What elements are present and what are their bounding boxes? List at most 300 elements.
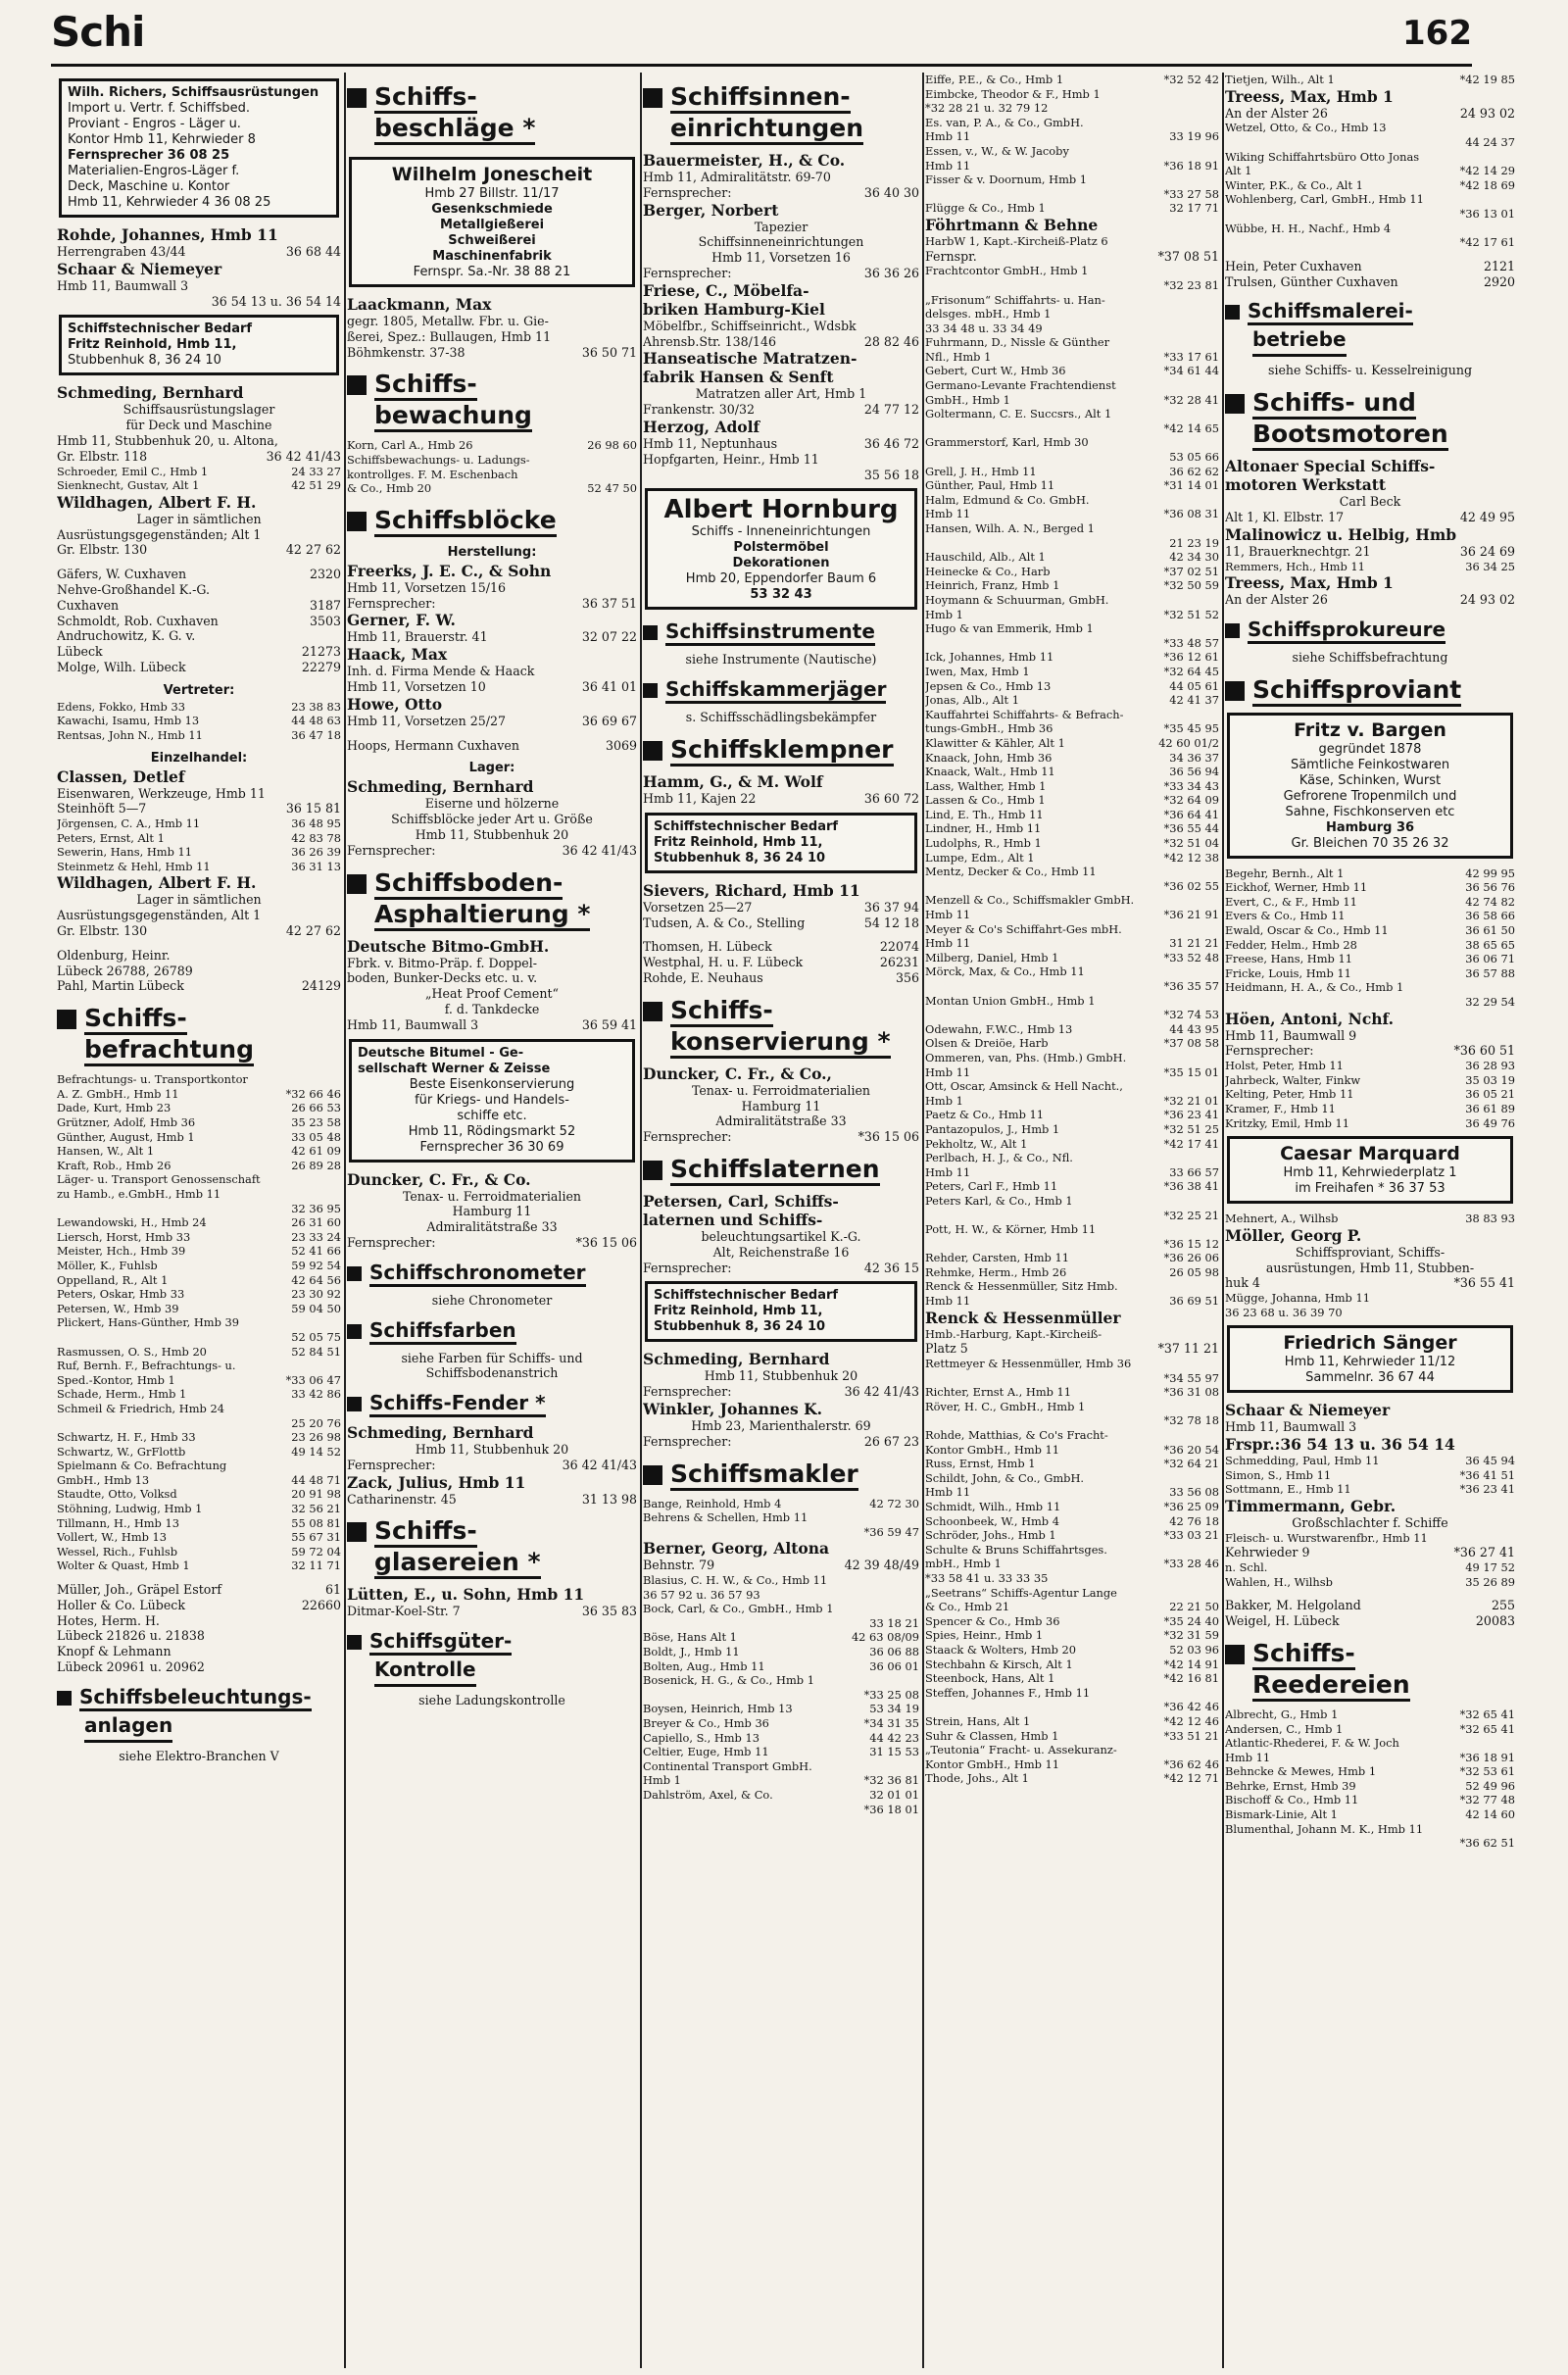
listing-name <box>643 881 919 900</box>
entry-text: Meyer & Co's Schiffahrt-Ges mbH. <box>925 921 1122 936</box>
ad-line: Gefrorene Tropenmilch und <box>1283 788 1457 804</box>
listing-name <box>643 300 919 319</box>
phone-number: *36 25 09 <box>1163 1500 1219 1513</box>
entry-text: Jepsen & Co., Hmb 13 <box>925 678 1052 693</box>
listing-name <box>347 1585 637 1604</box>
entry-text: Sottmann, E., Hmb 11 <box>1225 1482 1351 1497</box>
section-title-row <box>347 1391 637 1417</box>
listing-entry <box>925 1543 1219 1558</box>
entry-text: Ausrüstungsgegenständen, Alt 1 <box>57 908 262 923</box>
entry-text: 33 34 48 u. 33 34 49 <box>925 321 1043 335</box>
section-heading <box>347 82 637 151</box>
listing-entry <box>925 708 1219 722</box>
listing-entry <box>925 378 1219 393</box>
phone-number: 44 48 63 <box>291 714 341 728</box>
entry-text: Lind, E. Th., Hmb 11 <box>925 807 1044 821</box>
entry-text: Perlbach, H. J., & Co., Nfl. <box>925 1151 1073 1165</box>
entry-text: Fernsprecher: <box>643 1433 732 1449</box>
listing-entry <box>643 1630 919 1645</box>
entry-text: Hmb 11 <box>925 1485 971 1500</box>
section-heading <box>1225 388 1515 457</box>
phone-number: 36 26 39 <box>291 845 341 860</box>
phone-number: *32 21 01 <box>1163 1093 1219 1108</box>
entry-text: *33 58 41 u. 33 33 35 <box>925 1570 1049 1585</box>
entry-text: „Seetrans“ Schiffs-Agentur Lange <box>925 1585 1117 1600</box>
listing-entry <box>57 1172 341 1187</box>
listing-entry <box>925 407 1219 421</box>
phone-number: 35 26 89 <box>1465 1574 1515 1589</box>
section-bullet-icon <box>1225 394 1245 414</box>
listing-entry <box>57 294 341 310</box>
listing-entry <box>57 1445 341 1460</box>
entry-text: Lübeck 26788, 26789 <box>57 963 193 978</box>
listing-entry <box>925 765 1219 779</box>
phone-number: *36 62 51 <box>1459 1836 1515 1851</box>
listing-entry <box>643 1129 919 1145</box>
entry-text: Jonas, Alb., Alt 1 <box>925 693 1019 708</box>
listing-name <box>57 383 341 402</box>
listing-entry <box>925 922 1219 937</box>
phone-number: 42 41 37 <box>1169 693 1219 708</box>
phone-number: 36 37 94 <box>863 899 919 915</box>
entry-text: Kawachi, Isamu, Hmb 13 <box>57 714 200 728</box>
listing-entry <box>925 101 1219 116</box>
entry-text: Möller, K., Fuhlsb <box>57 1258 158 1272</box>
phone-number: 3187 <box>309 597 341 613</box>
phone-number: 33 18 21 <box>869 1615 919 1630</box>
listing-entry <box>57 1430 341 1445</box>
entry-text: Schmeding, Bernhard <box>347 777 534 797</box>
phone-number: 36 42 41/43 <box>562 842 637 858</box>
ad-line: Hmb 11, Rödingsmarkt 52 <box>408 1123 576 1139</box>
entry-text: Hmb 11, Vorsetzen 25/27 <box>347 713 507 728</box>
listing-entry <box>1225 235 1515 250</box>
listing-entry <box>925 550 1219 565</box>
entry-text: Strein, Hans, Alt 1 <box>925 1713 1031 1728</box>
phone-number: *33 48 57 <box>1163 635 1219 650</box>
entry-text: Rettmeyer & Hessenmüller, Hmb 36 <box>925 1357 1132 1371</box>
listing-entry <box>1225 1043 1515 1059</box>
listing-entry <box>57 402 341 418</box>
phone-number: *36 60 51 <box>1453 1043 1515 1059</box>
section-heading <box>347 506 637 537</box>
listing-entry <box>57 433 341 449</box>
entry-text: Hmb 11, Stubbenhuk 20 <box>415 826 569 842</box>
ad-line: Stubbenhuk 8, 36 24 10 <box>68 353 221 369</box>
phone-number: *36 02 55 <box>1163 878 1219 893</box>
listing-name <box>347 1170 637 1189</box>
listing-entry <box>57 831 341 846</box>
section-heading <box>347 868 637 937</box>
ad-line: Deck, Maschine u. Kontor <box>68 179 230 194</box>
entry-text: Hmb 11 <box>925 936 971 951</box>
listing-entry <box>643 1773 919 1788</box>
listing-entry <box>347 1002 637 1017</box>
listing-entry <box>925 608 1219 622</box>
phone-number: 52 05 75 <box>291 1329 341 1344</box>
listing-entry <box>1225 164 1515 178</box>
phone-number: 26 89 28 <box>291 1158 341 1172</box>
listing-entry <box>1225 106 1515 122</box>
listing-name <box>925 216 1219 234</box>
listing-entry <box>925 507 1219 521</box>
entry-text: Oldenburg, Heinr. <box>57 947 171 963</box>
ad-line: Hmb 11, Kehrwiederplatz 1 <box>1283 1165 1457 1181</box>
entry-text: s. Schiffsschädlingsbekämpfer <box>685 710 877 725</box>
phone-number: 42 34 30 <box>1169 550 1219 565</box>
listing-entry <box>643 436 919 452</box>
phone-number: 36 24 69 <box>1459 543 1515 559</box>
listing-entry <box>57 1230 341 1245</box>
phone-number: *33 51 21 <box>1163 1728 1219 1743</box>
entry-text: Peters, Ernst, Alt 1 <box>57 830 165 845</box>
entry-text: huk 4 <box>1225 1275 1260 1291</box>
listing-entry <box>347 1365 637 1381</box>
phone-number: *42 17 61 <box>1459 235 1515 250</box>
listing-entry <box>925 665 1219 679</box>
listing-entry <box>643 1616 919 1631</box>
section-title-row <box>1225 618 1515 644</box>
ad-line: für Kriegs- und Handels- <box>415 1092 569 1108</box>
column-3 <box>643 73 919 2368</box>
listing-entry <box>57 1259 341 1273</box>
entry-text: Wohlenberg, Carl, GmbH., Hmb 11 <box>1225 192 1424 207</box>
listing-entry <box>925 893 1219 908</box>
entry-text: Lübeck 20961 u. 20962 <box>57 1659 205 1675</box>
phone-number: 24 93 02 <box>1459 592 1515 608</box>
entry-text: Hmb 11, Stubbenhuk 20 <box>704 1368 858 1384</box>
section-title: Schiffskammerjäger <box>665 677 886 704</box>
section-title-row <box>1225 420 1515 457</box>
entry-text: Frspr.:36 54 13 u. 36 54 14 <box>1225 1435 1455 1455</box>
listing-entry <box>643 1245 919 1261</box>
listing-name <box>347 645 637 664</box>
ad-line: Caesar Marquard <box>1280 1143 1460 1165</box>
listing-name <box>643 151 919 170</box>
section-title: Schiffs- und <box>1252 388 1416 420</box>
entry-text: beleuchtungsartikel K.-G. <box>701 1228 861 1244</box>
entry-text: Nfl., Hmb 1 <box>925 349 992 364</box>
entry-text: f. d. Tankdecke <box>444 1001 540 1016</box>
listing-entry <box>57 700 341 715</box>
phone-number: 33 66 57 <box>1169 1164 1219 1179</box>
entry-text: mbH., Hmb 1 <box>925 1557 1002 1571</box>
section-title-row <box>57 1711 341 1749</box>
phone-number: 36 62 62 <box>1169 464 1219 478</box>
listing-entry <box>1225 650 1515 666</box>
phone-number: 36 06 88 <box>869 1645 919 1659</box>
listing-entry <box>643 710 919 725</box>
listing-entry <box>925 264 1219 278</box>
entry-text: Boldt, J., Hmb 11 <box>643 1645 740 1659</box>
section-title-continued: Bootsmotoren <box>1252 420 1448 451</box>
listing-entry <box>925 1165 1219 1180</box>
phone-number: 32 17 71 <box>1169 201 1219 216</box>
entry-text: Wildhagen, Albert F. H. <box>57 492 257 512</box>
phone-number: 34 36 37 <box>1169 750 1219 765</box>
entry-text: Peters Karl, & Co., Hmb 1 <box>925 1193 1073 1208</box>
section-title-continued: anlagen <box>84 1711 172 1743</box>
listing-entry <box>347 843 637 859</box>
entry-text: boden, Bunker-Decks etc. u. v. <box>347 970 538 986</box>
listing-entry <box>57 923 341 939</box>
entry-text: Zack, Julius, Hmb 11 <box>347 1472 526 1492</box>
section-heading <box>57 1004 341 1072</box>
listing-entry <box>925 1400 1219 1414</box>
section-heading <box>57 1685 341 1749</box>
phone-number: 36 06 01 <box>869 1658 919 1673</box>
listing-entry <box>57 1072 341 1087</box>
phone-number: *32 51 25 <box>1163 1121 1219 1136</box>
entry-text: Fernsprecher: <box>347 1457 436 1472</box>
listing-name <box>643 772 919 791</box>
entry-text: Remmers, Hch., Hmb 11 <box>1225 559 1365 573</box>
listing-entry <box>347 629 637 645</box>
listing-entry <box>57 1101 341 1115</box>
listing-entry <box>643 234 919 250</box>
entry-text: Iwen, Max, Hmb 1 <box>925 664 1030 678</box>
entry-text: siehe Ladungskontrolle <box>418 1693 565 1708</box>
ad-line: Fernsprecher 36 08 25 <box>68 148 230 163</box>
listing-entry <box>1225 259 1515 274</box>
ad-line: Hmb 11, Kehrwieder 11/12 <box>1284 1355 1456 1370</box>
listing-entry <box>925 1457 1219 1471</box>
listing-entry <box>1225 1779 1515 1794</box>
section-title-continued: bewachung <box>374 401 532 432</box>
listing-entry <box>925 1471 1219 1486</box>
entry-text: Wildhagen, Albert F. H. <box>57 873 257 893</box>
entry-text: Rehder, Carsten, Hmb 11 <box>925 1251 1069 1265</box>
entry-text: Bange, Reinhold, Hmb 4 <box>643 1496 782 1510</box>
entry-text: Hopfgarten, Heinr., Hmb 11 <box>643 451 819 467</box>
section-bullet-icon <box>347 874 367 894</box>
listing-entry <box>925 1209 1219 1223</box>
entry-text: Catharinenstr. 45 <box>347 1491 457 1507</box>
entry-text: Andruchowitz, K. G. v. <box>57 628 196 644</box>
entry-text: Lütten, E., u. Sohn, Hmb 11 <box>347 1585 585 1605</box>
section-title-row <box>347 506 637 537</box>
phone-number: *32 78 18 <box>1163 1413 1219 1428</box>
entry-text: Rasmussen, O. S., Hmb 20 <box>57 1344 207 1359</box>
section-title-row <box>347 82 637 114</box>
section-title-row <box>1225 325 1515 363</box>
entry-text: n. Schl. <box>1225 1560 1268 1575</box>
entry-text: motoren Werkstatt <box>1225 475 1387 495</box>
ad-line: Materialien-Engros-Läger f. <box>68 164 240 178</box>
column-rule <box>922 73 924 2368</box>
listing-name <box>643 1350 919 1368</box>
phone-number: 42 27 62 <box>285 542 341 558</box>
listing-entry <box>57 628 341 644</box>
ad-line: Maschinenfabrik <box>432 249 552 264</box>
entry-text: HarbW 1, Kapt.-Kircheiß-Platz 6 <box>925 233 1108 248</box>
listing-name <box>57 225 341 244</box>
listing-entry <box>57 1459 341 1473</box>
entry-text: Ausrüstungsgegenständen; Alt 1 <box>57 526 262 542</box>
entry-text: Schröder, Johs., Hmb 1 <box>925 1528 1056 1543</box>
phone-number: 24 33 27 <box>291 464 341 478</box>
listing-entry <box>925 435 1219 450</box>
listing-entry <box>347 827 637 843</box>
phone-number: 36 40 30 <box>863 184 919 200</box>
listing-entry <box>925 1743 1219 1757</box>
section-title-row <box>1225 388 1515 420</box>
listing-entry <box>643 900 919 915</box>
listing-entry <box>925 293 1219 308</box>
subheading: Vertreter: <box>163 682 235 698</box>
entry-text: Röver, H. C., GmbH., Hmb 1 <box>925 1399 1086 1413</box>
phone-number: 36 58 66 <box>1465 909 1515 923</box>
listing-entry <box>925 493 1219 508</box>
listing-entry <box>1225 895 1515 910</box>
entry-text: Hein, Peter Cuxhaven <box>1225 258 1362 273</box>
listing-entry <box>925 1265 1219 1280</box>
listing-entry <box>57 1144 341 1159</box>
entry-text: Kehrwieder 9 <box>1225 1545 1310 1560</box>
listing-entry <box>1225 1822 1515 1837</box>
listing-entry <box>925 1557 1219 1571</box>
phone-number: 32 36 95 <box>291 1201 341 1215</box>
entry-text: Duncker, C. Fr., & Co., <box>643 1064 832 1083</box>
listing-entry <box>925 808 1219 822</box>
listing-entry <box>57 512 341 527</box>
entry-text: Behnstr. 79 <box>643 1558 715 1573</box>
entry-text: Großschlachter f. Schiffe <box>1292 1514 1448 1530</box>
section-title-row <box>643 677 919 704</box>
entry-text: GmbH., Hmb 13 <box>57 1472 150 1487</box>
ad-line: Hmb 20, Eppendorfer Baum 6 <box>685 571 877 587</box>
phone-number: 22279 <box>301 659 341 674</box>
entry-text: Bismark-Linie, Alt 1 <box>1225 1807 1338 1822</box>
entry-text: Kritzky, Emil, Hmb 11 <box>1225 1115 1350 1130</box>
listing-entry <box>57 1582 341 1598</box>
phone-number: 32 07 22 <box>581 629 637 645</box>
entry-text: Peters, Carl F., Hmb 11 <box>925 1179 1058 1194</box>
phone-number: 33 05 48 <box>291 1129 341 1144</box>
ad-line: Gesenkschmiede <box>431 202 553 217</box>
phone-number: 36 61 89 <box>1465 1102 1515 1116</box>
listing-entry <box>925 1108 1219 1122</box>
listing-name <box>347 295 637 314</box>
entry-text: Bakker, M. Helgoland <box>1225 1598 1361 1613</box>
section-heading <box>1225 618 1515 644</box>
listing-name <box>347 777 637 796</box>
phone-number: 24129 <box>301 978 341 994</box>
ad-line: Schweißerei <box>448 233 536 248</box>
listing-entry <box>347 1693 637 1708</box>
phone-number: *32 64 21 <box>1163 1457 1219 1471</box>
section-title-row <box>347 370 637 401</box>
listing-entry <box>57 644 341 660</box>
listing-entry <box>925 1194 1219 1209</box>
entry-text: Fisser & v. Doornum, Hmb 1 <box>925 173 1088 187</box>
section-heading <box>643 677 919 704</box>
listing-entry <box>1225 544 1515 560</box>
listing-name <box>1225 1497 1515 1515</box>
entry-text: Sewerin, Hans, Hmb 11 <box>57 845 192 860</box>
entry-text: Spielmann & Co. Befrachtung <box>57 1459 227 1473</box>
phone-number: *42 14 29 <box>1459 164 1515 178</box>
ad-line: Import u. Vertr. f. Schiffsbed. <box>68 101 251 116</box>
listing-entry <box>925 1385 1219 1400</box>
entry-text: Es. van, P. A., & Co., GmbH. <box>925 115 1084 129</box>
section-title-row <box>347 1318 637 1345</box>
listing-entry <box>643 319 919 334</box>
entry-text: Hmb 11 <box>925 129 971 144</box>
phone-number: *32 50 59 <box>1163 578 1219 593</box>
listing-entry <box>1225 1245 1515 1261</box>
listing-entry <box>925 1079 1219 1094</box>
listing-entry <box>57 582 341 598</box>
entry-text: Menzell & Co., Schiffsmakler GmbH. <box>925 893 1135 908</box>
phone-number: 36 28 93 <box>1465 1059 1515 1073</box>
phone-number: 35 56 18 <box>863 467 919 482</box>
entry-text: Rehmke, Herm., Hmb 26 <box>925 1264 1067 1279</box>
listing-entry <box>925 1008 1219 1022</box>
entry-text: Alt 1, Kl. Elbstr. 17 <box>1225 509 1345 524</box>
entry-text: Tudsen, A. & Co., Stelling <box>643 915 806 930</box>
phone-number: *33 27 58 <box>1163 186 1219 201</box>
section-bullet-icon <box>643 683 658 698</box>
entry-text: Tenax- u. Ferroidmaterialien <box>691 1082 871 1098</box>
listing-name <box>643 1539 919 1558</box>
listing-entry <box>57 892 341 908</box>
subheading: Einzelhandel: <box>150 750 248 766</box>
listing-entry <box>57 1530 341 1545</box>
listing-name <box>1225 1401 1515 1419</box>
listing-entry <box>643 915 919 931</box>
entry-text: Sievers, Richard, Hmb 11 <box>643 880 860 900</box>
listing-entry <box>925 979 1219 994</box>
listing-name <box>643 281 919 300</box>
section-title-row <box>643 996 919 1027</box>
entry-text: Kontor GmbH., Hmb 11 <box>925 1757 1060 1771</box>
entry-text: Pahl, Martin Lübeck <box>57 978 184 994</box>
entry-text: Sped.-Kontor, Hmb 1 <box>57 1372 175 1387</box>
listing-entry <box>347 986 637 1002</box>
entry-text: Hmb 11, Baumwall 9 <box>1225 1027 1357 1043</box>
entry-text: Continental Transport GmbH. <box>643 1758 812 1773</box>
entry-text: Hmb 11, Baumwall 3 <box>1225 1419 1357 1435</box>
entry-text: für Deck und Maschine <box>125 418 272 433</box>
section-bullet-icon <box>643 88 662 108</box>
listing-entry <box>643 1113 919 1129</box>
phone-number: *32 36 81 <box>863 1773 919 1788</box>
listing-entry <box>643 1083 919 1099</box>
listing-entry <box>57 1628 341 1644</box>
listing-entry <box>925 144 1219 159</box>
phone-number: 32 29 54 <box>1465 995 1515 1010</box>
entry-text: Hmb 11, Stubbenhuk 20, u. Altona, <box>57 432 278 448</box>
ad-line: Sammelnr. 36 67 44 <box>1305 1370 1435 1386</box>
listing-entry <box>1225 560 1515 574</box>
ad-line: Fritz Reinhold, Hmb 11, <box>68 337 237 353</box>
listing-entry <box>925 1443 1219 1458</box>
phone-number: 36 57 88 <box>1465 965 1515 980</box>
entry-text: Bauermeister, H., & Co. <box>643 151 846 170</box>
listing-entry <box>925 521 1219 536</box>
phone-number: *32 23 81 <box>1163 277 1219 292</box>
listing-entry <box>643 220 919 235</box>
entry-text: Winkler, Johannes K. <box>643 1399 822 1418</box>
section-bullet-icon <box>347 375 367 395</box>
phone-number: *36 31 08 <box>1163 1385 1219 1400</box>
entry-text: siehe Farben für Schiffs- und <box>401 1350 583 1365</box>
entry-text: Fernsprecher: <box>347 595 436 611</box>
entry-text: Hmb 11, Baumwall 3 <box>57 277 189 293</box>
listing-entry <box>57 542 341 558</box>
listing-entry <box>1225 363 1515 378</box>
